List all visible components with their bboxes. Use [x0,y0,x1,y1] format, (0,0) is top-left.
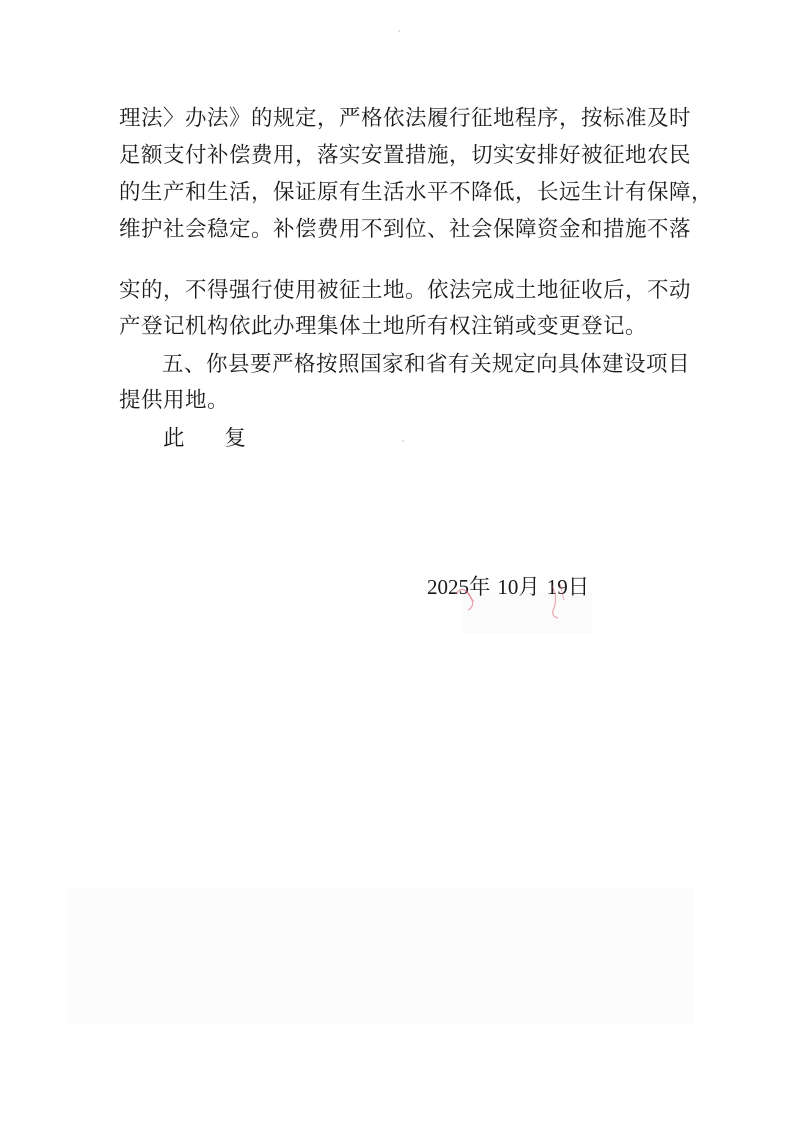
closing-char-1: 此 [163,426,185,451]
scan-speck [402,440,404,442]
body-line-3: 的生产和生活，保证原有生活水平不降低，长远生计有保障， [119,180,714,205]
date-day-unit: 日 [567,575,590,600]
document-date [427,572,589,603]
closing-char-2: 复 [224,426,247,451]
body-line-2: 足额支付补偿费用，落实安置措施，切实安排好被征地农民 [119,143,692,168]
item-5-line-1: 五、你县要严格按照国家和省有关规定向具体建设项目 [162,352,691,377]
body-line-5: 实的，不得强行使用被征土地。依法完成土地征收后，不动 [119,278,692,303]
date-year-unit: 年 [469,575,491,600]
date-month: 10 [497,575,519,599]
body-line-6: 产登记机构依此办理集体土地所有权注销或变更登记。 [119,314,648,339]
date-year: 2025 [427,575,469,599]
item-5-line-2: 提供用地。 [119,388,230,413]
scan-speck [398,30,400,32]
faint-footer-area [68,888,694,1024]
body-line-4: 维护社会稳定。补偿费用不到位、社会保障资金和措施不落 [119,217,692,242]
body-line-1: 理法〉办法》的规定，严格依法履行征地程序，按标准及时 [119,106,692,131]
closing-phrase [163,424,246,454]
date-month-unit: 月 [518,575,540,600]
date-day: 19 [546,575,568,599]
